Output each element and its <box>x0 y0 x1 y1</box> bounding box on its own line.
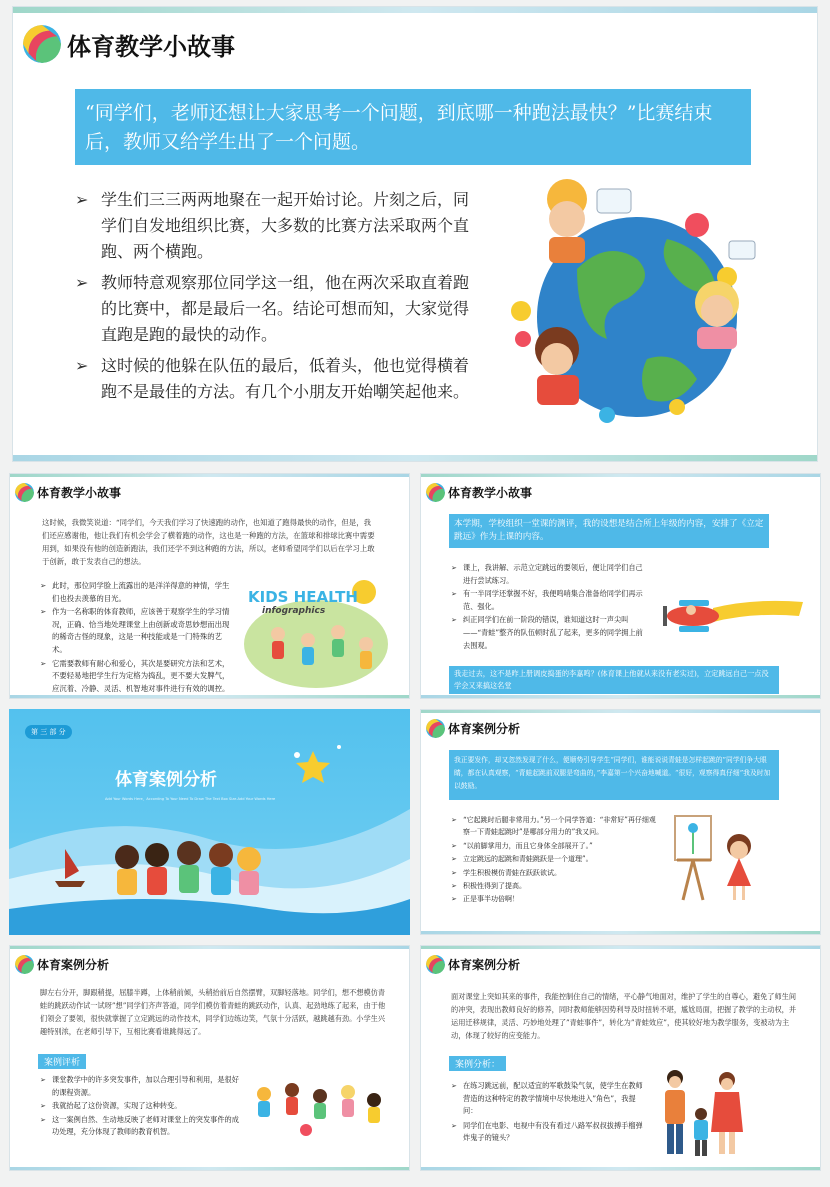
slide-bottom-edge <box>10 695 409 698</box>
bullet-item: ➢ 纠正同学们在前一阶段的错误，谁知道这时一声尖叫——“青蛙”整齐的队伍顿时乱了起来，更多的同学拥上前去围观。 <box>451 614 647 652</box>
kids-globe-illustration <box>497 179 767 429</box>
guidance-banner: 我正要发作，却又忽然发现了什么，便顺势引导学生“同学们，谁能说说青蛙是怎样起跳的”同学们争大眼睛，都在认真观察，“青蛙起跳前双腿是弯曲的，”李嘉第一个兴奋地喊道。“很好，观察得真仔细”我及时加以鼓励。 <box>449 750 779 800</box>
bullet-item: ➢ 作为一名称职的体育教师，应该善于观察学生的学习情况，正确、恰当地处理课堂上由创新或奇思妙想而出现的稀奇古怪的现象，这是一种技能或是一门特殊的艺术。 <box>40 606 236 656</box>
bullet-item: ➢ 在练习跳远前，配以适宜的军歌鼓染气氛，使学生在教师营造的这种特定的教学情境中尽快地进入”角色”，我提问： <box>451 1080 649 1118</box>
plane-illustration <box>657 586 807 646</box>
ball-logo-icon <box>23 25 61 63</box>
painting-girl-illustration <box>669 810 769 910</box>
slide-7 <box>420 945 821 1171</box>
story-bullets <box>451 814 661 906</box>
story-bullets <box>40 580 236 695</box>
slide-top-edge <box>10 946 409 949</box>
slide-title: 体育教学小故事 <box>448 486 533 500</box>
story-bullets <box>75 187 475 405</box>
slide-bottom-edge <box>13 455 817 461</box>
bullet-item: ➢ “它起跳时后腿非常用力。”另一个同学答道：“非常好”再仔细观察一下青蛙起跳时”是哪部分用力的”我又问。 <box>451 814 661 839</box>
slide-3 <box>420 473 821 699</box>
slide-bottom-edge <box>10 1167 409 1170</box>
story-bullets <box>451 562 647 652</box>
part-label-badge: 第 三 部 分 <box>25 725 72 739</box>
slide-6 <box>9 945 410 1171</box>
bullet-item: ➢ 教师特意观察那位同学这一组，他在两次采取直着跑的比赛中，都是最后一名。结论可想而知，大家觉得直跑是跑的最快的动作。 <box>75 270 475 348</box>
ball-logo-icon <box>15 483 34 502</box>
story-paragraph: 脚左右分开，脚跟稍提，屈膝半蹲，上体稍前倾，头稍抬前后自然摆臂，双脚轻落地。同学们，想不想模仿青蛙的跳跃动作试一试呀”想”同学们齐声答道，同学们模仿着青蛙的跳跃动作，认真、起劲地练了起来，由于他们领会了要领，很快就掌握了立定跳远的动作技术，同学们边练边笑，气氛十分活跃，越跳越有劲。小学生兴趣特别浓，在老师引导下，互相比赛看谁跳得远了。 <box>40 988 386 1036</box>
slide-title: 体育教学小故事 <box>67 32 235 61</box>
slide-top-edge <box>10 474 409 477</box>
sky-waves <box>9 709 410 935</box>
story-paragraph: 面对课堂上突如其来的事件，我能控制住自己的情绪，平心静气地面对，维护了学生的自尊心，避免了师生间的冲突，表现出教师良好的修养，同时教师能够因势利导及时扭转不堪，尴尬局面，把握了教学的主动权，并运用迁移规律，灵活、巧妙地处理了”青蛙事件”，转化为”青蛙效应”，使其较好地为教学服务，变被动为主动，体现了较好的应变能力。 <box>451 992 797 1040</box>
bullet-item: ➢ 这时候的他躲在队伍的最后，低着头，他也觉得横着跑不是最佳的方法。有几个小朋友开始嘲笑起他来。 <box>75 353 475 405</box>
kids-playing-illustration <box>248 1074 388 1144</box>
slide-5 <box>420 709 821 935</box>
slide-title: 体育案例分析 <box>448 722 521 736</box>
bullet-item: ➢ 学生们三三两两地聚在一起开始讨论。片刻之后，同学们自发地组织比赛，大多数的比赛方法采取两个直跑、两个横跑。 <box>75 187 475 265</box>
ball-logo-icon <box>15 955 34 974</box>
footer-banner: 我走过去，这不是昨上册调皮捣蛋的李嘉鸣？(体育课上他就从来没有老实过)，立定跳远自己一点没学会又来搞这名堂 <box>449 666 779 694</box>
bullet-item: ➢ 正是事半功倍啊！ <box>451 893 661 905</box>
ball-logo-icon <box>426 955 445 974</box>
ball-logo-icon <box>426 483 445 502</box>
kids-health-badge-line2: infographics <box>262 606 326 616</box>
section-title: 体育案例分析 <box>115 770 217 790</box>
slide-title: 体育教学小故事 <box>37 486 122 500</box>
slide-2 <box>9 473 410 699</box>
section-subtitle: Add Your Words Here，According To Your Need To Draw The Text Box Size.Add Your Words Here <box>105 797 276 801</box>
bullet-item: ➢ 学生积极模仿青蛙在跃跃欲试。 <box>451 867 661 879</box>
slide-top-edge <box>421 710 820 713</box>
analysis-bullets <box>40 1074 240 1139</box>
bullet-item: ➢ 这一案例自然、生动地反映了老师对课堂上的突发事件的成功处理，充分体现了教师的教育机智。 <box>40 1114 240 1139</box>
bullet-item: ➢ 立定跳远的起跳和青蛙跳跃是一个道理”。 <box>451 853 661 865</box>
slide-title: 体育案例分析 <box>448 958 521 972</box>
bullet-item: ➢ 积极性得到了提高。 <box>451 880 661 892</box>
slide-top-edge <box>13 7 817 13</box>
ball-logo-icon <box>426 719 445 738</box>
analysis-bullets <box>451 1080 649 1145</box>
bullet-item: ➢ 同学们在电影、电视中有没有看过八路军叔叔拔搏手榴弹炸鬼子的镜头？ <box>451 1120 649 1145</box>
slide-bottom-edge <box>421 931 820 934</box>
bullet-item: ➢ “以前脚掌用力，而且它身体全部展开了。” <box>451 840 661 852</box>
bullet-item: ➢ 它需要教师有耐心和爱心，其次是要研究方法和艺术，不要轻易地把学生行为定格为捣乱，更不要大发脾气，应沉着、冷静、灵活、机智地对事件进行有效的调控。 <box>40 658 236 696</box>
slide-top-edge <box>421 946 820 949</box>
family-illustration <box>649 1064 749 1164</box>
bullet-item: ➢ 课堂教学中的许多突发事件，加以合理引导和利用，是很好的课程资源。 <box>40 1074 240 1099</box>
slide-title: 体育案例分析 <box>37 958 110 972</box>
intro-banner: 本学期，学校组织一堂课的测评，我的设想是结合所上年级的内容，安排了《立定跳远》作为上课的内容。 <box>449 514 769 548</box>
question-banner: “同学们，老师还想让大家思考一个问题，到底哪一种跑法最快？”比赛结束后，教师又给学生出了一个问题。 <box>75 89 751 165</box>
analysis-tag: 案例评析 <box>38 1054 86 1069</box>
story-paragraph: 这时候，我微笑说道：“同学们，今天我们学习了快速跑的动作，也知道了跑得最快的动作，但是，我们还应感谢他，他让我们有机会学会了横着跑的动作，这也是一种跑的方法，在篮球和排球比赛中需要用到，如果没有他的创造新跑法，我们还学不到这种跑的方法，所以，老师希望同学们以后在学习上敢于创新，敢于发表自己的想法。 <box>42 518 375 566</box>
bullet-item: ➢ 此时，那位同学脸上流露出的是洋洋得意的神情，学生们也投去羡慕的目光。 <box>40 580 236 605</box>
slide-top-edge <box>421 474 820 477</box>
slide-bottom-edge <box>421 1167 820 1170</box>
slide-bottom-edge <box>421 695 820 698</box>
kids-health-badge-line1: KIDS HEALTH <box>248 588 358 606</box>
slide-1 <box>12 6 818 462</box>
bullet-item: ➢ 课上，我讲解、示范立定跳远的要领后，便让同学们自己进行尝试练习。 <box>451 562 647 587</box>
analysis-tag: 案例分析： <box>449 1056 506 1071</box>
slide-4 <box>9 709 410 935</box>
bullet-item: ➢ 我就抬起了这份资源，实现了这种转变。 <box>40 1100 240 1113</box>
bullet-item: ➢ 有一半同学还掌握不好，我便鸣哨集合准备给同学们再示范、强化。 <box>451 588 647 613</box>
